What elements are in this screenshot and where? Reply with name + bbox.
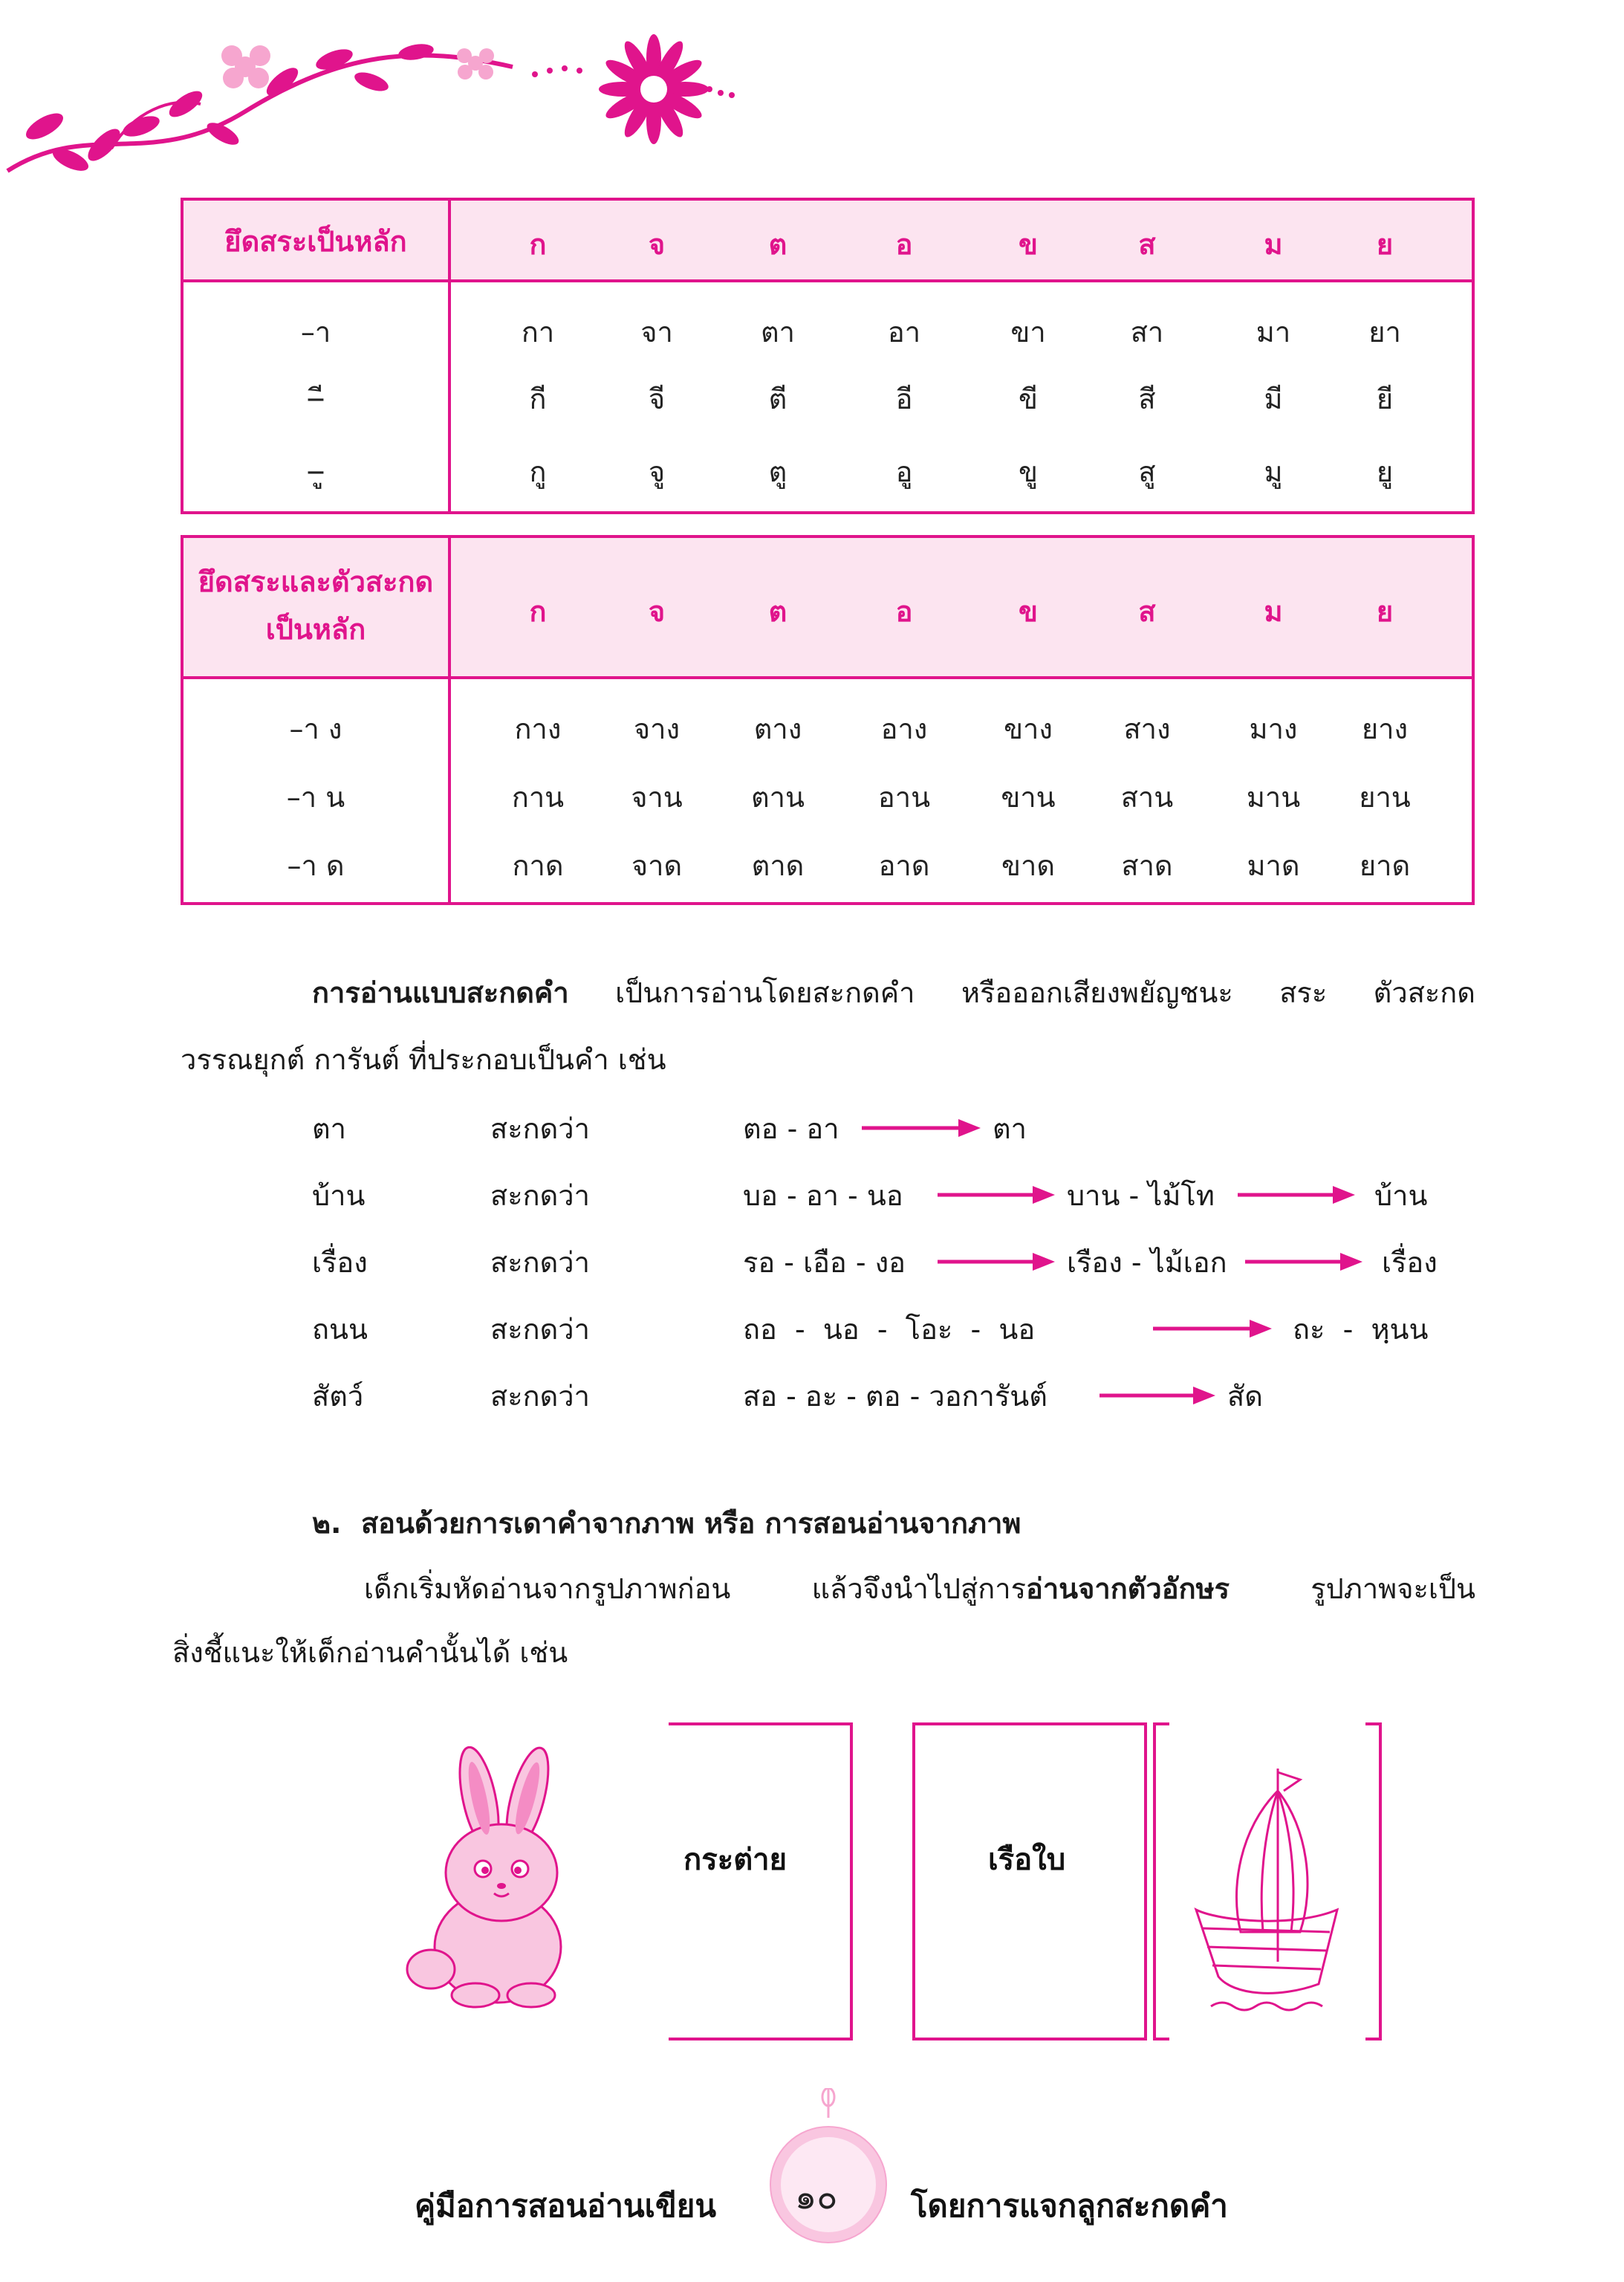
- spelling-step: สอ - อะ - ตอ - วอการันต์: [743, 1380, 1048, 1413]
- spelling-step: ถะ - หฺนน: [1293, 1313, 1429, 1346]
- syllable-cell: ยาด: [1359, 849, 1411, 882]
- spelled-as-label: สะกดว่า: [490, 1246, 590, 1279]
- spelling-paragraph-line2: วรรณยุกต์ การันต์ ที่ประกอบเป็นคำ เช่น: [181, 1043, 666, 1076]
- syllable-cell: อี: [895, 383, 913, 415]
- arrow-right-icon: [862, 1113, 981, 1143]
- vowel-pattern: –า ด: [287, 849, 345, 882]
- section2-paragraph-pre: เด็กเริ่มหัดอ่านจากรูปภาพก่อน แล้วจึงนำไปสู่การ: [364, 1572, 1026, 1605]
- spelled-as-label: สะกดว่า: [490, 1313, 590, 1346]
- syllable-cell: ตาด: [751, 849, 805, 882]
- spelling-step: รอ - เอือ - งอ: [743, 1246, 906, 1279]
- syllable-cell: ยี: [1376, 383, 1394, 415]
- syllable-cell: อาด: [878, 849, 930, 882]
- syllable-cell: จาด: [631, 849, 683, 882]
- spelled-as-label: สะกดว่า: [490, 1112, 590, 1145]
- spelling-example-word: ตา: [312, 1112, 347, 1145]
- consonant-header: ส: [1138, 228, 1156, 261]
- spelled-as-label: สะกดว่า: [490, 1179, 590, 1212]
- consonant-header: ย: [1376, 595, 1394, 628]
- spelling-step: ถอ - นอ - โอะ - นอ: [743, 1313, 1036, 1346]
- syllable-cell: ขา: [1010, 316, 1046, 349]
- syllable-cell: สี: [1138, 383, 1156, 415]
- syllable-cell: ตี: [768, 383, 787, 415]
- spelling-step: เรือง - ไม้เอก: [1067, 1246, 1227, 1279]
- section2-paragraph-bold: อ่านจากตัวอักษร: [1026, 1572, 1230, 1605]
- syllable-cell: มา: [1256, 316, 1291, 349]
- spelling-step: บาน - ไม้โท: [1067, 1179, 1215, 1212]
- spelling-step: เรื่อง: [1382, 1246, 1438, 1279]
- spelling-step: ตอ - อา: [743, 1112, 839, 1145]
- syllable-cell: มี: [1264, 383, 1283, 415]
- syllable-cell: ขาง: [1004, 713, 1053, 745]
- vowel-final-table-label-line2: เป็นหลัก: [265, 613, 366, 646]
- syllable-cell: กาง: [514, 713, 562, 745]
- vowel-pattern: –า น: [286, 781, 345, 814]
- syllable-cell: สา: [1130, 316, 1164, 349]
- consonant-header: ต: [768, 228, 787, 261]
- arrow-right-icon: [1100, 1381, 1215, 1410]
- vowel-pattern: –ี: [308, 383, 324, 415]
- consonant-header: ข: [1019, 595, 1038, 628]
- syllable-cell: สู: [1138, 456, 1156, 488]
- consonant-header: ก: [529, 595, 547, 628]
- syllable-cell: มาน: [1246, 781, 1301, 814]
- consonant-header: จ: [648, 595, 666, 628]
- vowel-final-table-label-line1: ยึดสระและตัวสะกด: [198, 565, 434, 598]
- arrow-right-icon: [1238, 1180, 1355, 1210]
- syllable-cell: ยาน: [1359, 781, 1411, 814]
- vowel-final-table: [181, 535, 1475, 905]
- consonant-header: ส: [1138, 595, 1156, 628]
- section2-paragraph-line2: สิ่งชี้แนะให้เด็กอ่านคำนั้นได้ เช่น: [172, 1636, 568, 1669]
- section2-heading: ๒. สอนด้วยการเดาคำจากภาพ หรือ การสอนอ่านจากภาพ: [312, 1507, 1022, 1540]
- syllable-cell: กู: [529, 456, 547, 488]
- syllable-cell: ตา: [760, 316, 796, 349]
- syllable-cell: ขาด: [1001, 849, 1055, 882]
- arrow-right-icon: [1153, 1314, 1272, 1343]
- syllable-cell: ยา: [1368, 316, 1401, 349]
- arrow-right-icon: [1245, 1247, 1362, 1277]
- floral-header-decoration: [0, 0, 743, 193]
- syllable-cell: จู: [648, 456, 666, 488]
- arrow-right-icon: [938, 1180, 1055, 1210]
- vowel-pattern: –ู: [308, 456, 324, 488]
- vowel-pattern: –า: [300, 316, 331, 349]
- spelling-paragraph-line1: [312, 969, 1475, 1017]
- consonant-header: ข: [1019, 228, 1038, 261]
- boat-card-bracket-mask-bottom: [1169, 2033, 1365, 2045]
- syllable-cell: กี: [529, 383, 547, 415]
- syllable-cell: จี: [648, 383, 666, 415]
- consonant-header: ม: [1264, 228, 1283, 261]
- sailboat-illustration: [1189, 1761, 1345, 2021]
- spelling-example-word: ถนน: [312, 1313, 368, 1346]
- consonant-header: ก: [529, 228, 547, 261]
- spelling-step: บอ - อา - นอ: [743, 1179, 903, 1212]
- consonant-header: อ: [895, 595, 913, 628]
- vowel-pattern: –า ง: [289, 713, 342, 745]
- syllable-cell: จาง: [633, 713, 681, 745]
- syllable-cell: ขาน: [1001, 781, 1056, 814]
- syllable-cell: ยาง: [1361, 713, 1409, 745]
- syllable-cell: อาน: [877, 781, 931, 814]
- rabbit-word: กระต่าย: [683, 1843, 787, 1877]
- spelled-as-label: สะกดว่า: [490, 1380, 590, 1413]
- syllable-cell: จาน: [631, 781, 683, 814]
- syllable-cell: สาน: [1120, 781, 1174, 814]
- syllable-cell: กาด: [512, 849, 564, 882]
- syllable-cell: จา: [640, 316, 673, 349]
- table-divider: [448, 538, 451, 902]
- syllable-cell: ตาง: [753, 713, 802, 745]
- table-divider: [448, 201, 451, 511]
- consonant-header: ม: [1264, 595, 1283, 628]
- syllable-cell: สาด: [1121, 849, 1173, 882]
- spelling-step: สัด: [1227, 1380, 1263, 1413]
- syllable-cell: กาน: [511, 781, 565, 814]
- consonant-header: ย: [1376, 228, 1394, 261]
- section2-paragraph-post: รูปภาพจะเป็น: [1230, 1572, 1475, 1605]
- spelling-term: การอ่านแบบสะกดคำ: [312, 976, 569, 1009]
- syllable-cell: มาง: [1249, 713, 1298, 745]
- syllable-cell: กา: [521, 316, 555, 349]
- syllable-cell: อู: [895, 456, 913, 488]
- spelling-step: บ้าน: [1374, 1179, 1428, 1212]
- vowel-table-label: ยึดสระเป็นหลัก: [224, 225, 407, 258]
- vowel-table: [181, 198, 1475, 514]
- syllable-cell: มู: [1264, 456, 1283, 488]
- syllable-cell: ขี: [1019, 383, 1038, 415]
- syllable-cell: มาด: [1247, 849, 1300, 882]
- syllable-cell: ยู: [1376, 456, 1394, 488]
- consonant-header: จ: [648, 228, 666, 261]
- syllable-cell: ตู: [768, 456, 787, 488]
- boat-card-bracket-mask: [1169, 1719, 1365, 1731]
- section2-paragraph-line1: [364, 1565, 1475, 1612]
- consonant-header: อ: [895, 228, 913, 261]
- syllable-cell: ตาน: [751, 781, 805, 814]
- syllable-cell: สาง: [1123, 713, 1171, 745]
- footer-right-text: โดยการแจกลูกสะกดคำ: [911, 2188, 1228, 2224]
- rabbit-illustration: [401, 1746, 594, 2014]
- spelling-description: เป็นการอ่านโดยสะกดคำ หรือออกเสียงพยัญชนะ สระ ตัวสะกด: [615, 976, 1475, 1009]
- boat-word: เรือใบ: [988, 1843, 1066, 1877]
- spelling-example-word: เรื่อง: [312, 1246, 368, 1279]
- page-number: ๑๐: [795, 2176, 838, 2217]
- syllable-cell: อาง: [880, 713, 928, 745]
- consonant-header: ต: [768, 595, 787, 628]
- spelling-step: ตา: [993, 1112, 1027, 1145]
- spelling-example-word: สัตว์: [312, 1380, 364, 1413]
- spelling-example-word: บ้าน: [312, 1179, 366, 1212]
- syllable-cell: อา: [887, 316, 921, 349]
- footer-left-text: คู่มือการสอนอ่านเขียน: [415, 2188, 717, 2224]
- syllable-cell: ขู: [1019, 456, 1038, 488]
- arrow-right-icon: [938, 1247, 1055, 1277]
